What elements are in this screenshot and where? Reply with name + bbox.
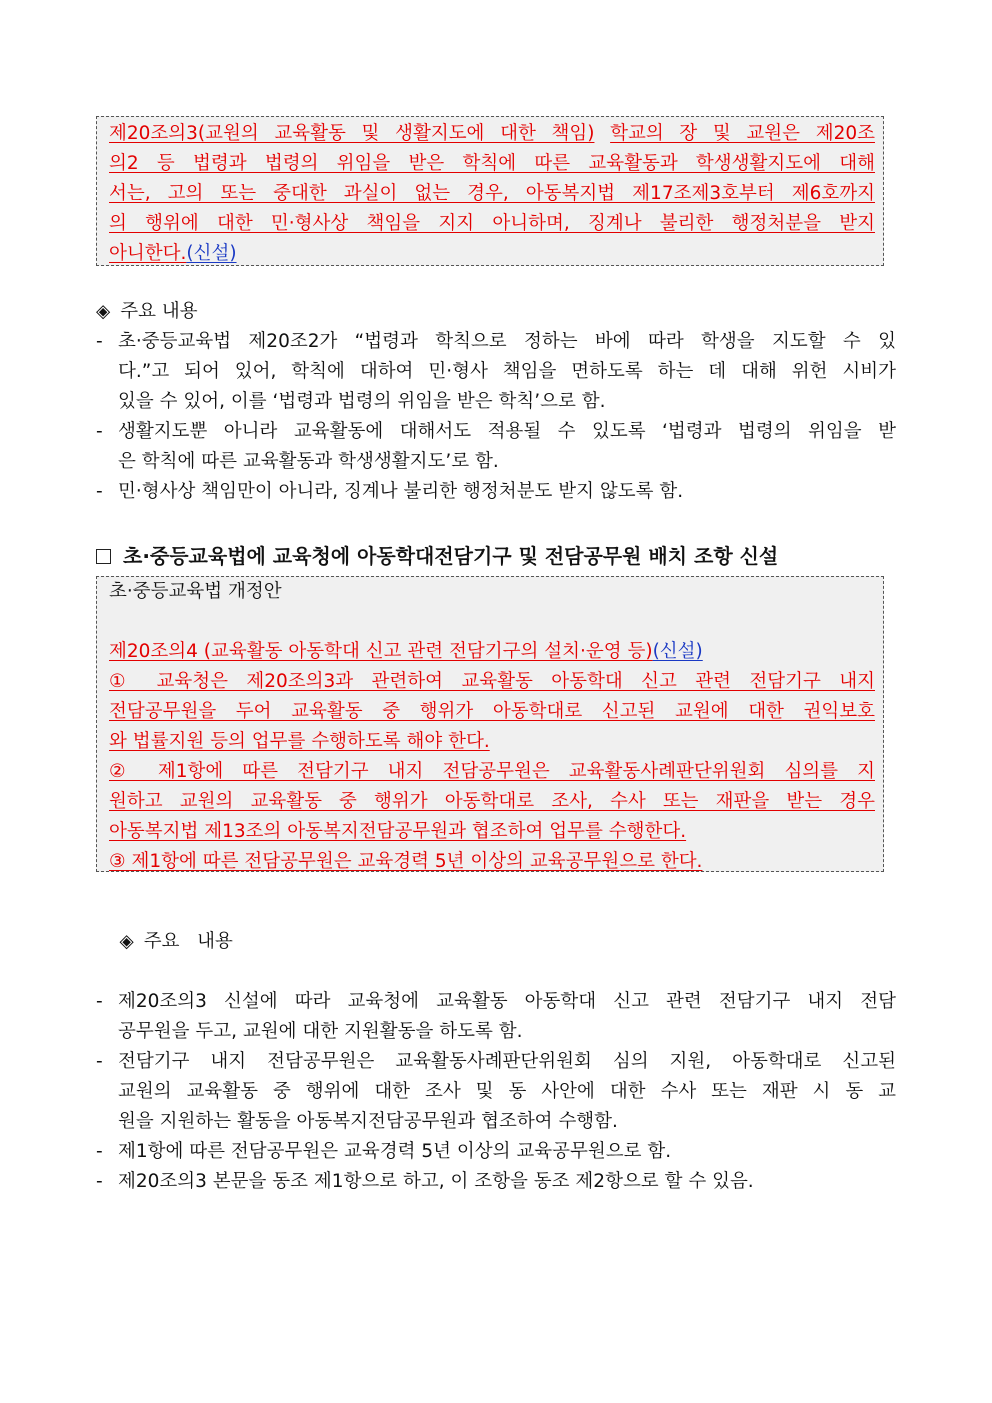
box2-line: 아동복지법 제13조의 아동복지전담공무원과 협조하여 업무를 수행한다. (109, 821, 687, 842)
box1-line-2: 의2 등 법령과 법령의 위임을 받은 학칙에 따른 교육활동과 학생생활지도에 대해 (109, 153, 875, 174)
diamond-bullet-icon: ◈ (96, 301, 111, 322)
section-title: 초·중등교육법에 교육청에 아동학대전담기구 및 전담공무원 배치 조항 신설 (96, 541, 778, 571)
box2-line: ① 교육청은 제20조의3과 관련하여 교육활동 아동학대 신고 관련 전담기구 내지 (109, 671, 875, 692)
summary2-item: - 제20조의3 본문을 동조 제1항으로 하고, 이 조항을 동조 제2항으로 할 수 있음. (96, 1171, 754, 1192)
box1-line-1: 제20조의3(교원의 교육활동 및 생활지도에 대한 책임) 학교의 장 및 교원은 제20조 (109, 123, 875, 144)
box2-label: 초·중등교육법 개정안 (109, 581, 282, 602)
diamond-bullet-icon: ◈ (119, 931, 134, 952)
summary2-item: - 전담기구 내지 전담공무원은 교육활동사례판단위원회 심의 지원, 아동학대로 신고된 교원의 교육활동 중 행위에 대한 조사 및 동 사안에 대한 수사 또는 재판 시 동 교 원을 지원하는 활동을 아동복지전담공무원과 협조하여 수행함. (96, 1051, 896, 1132)
box2-article-title: 제20조의4 (교육활동 아동학대 신고 관련 전담기구의 설치·운영 등)(신설) (109, 641, 703, 662)
summary2-item: - 제20조의3 신설에 따라 교육청에 교육활동 아동학대 신고 관련 전담기구 내지 전담 공무원을 두고, 교원에 대한 지원활동을 하도록 함. (96, 991, 896, 1042)
box2-line: ② 제1항에 따른 전담기구 내지 전담공무원은 교육활동사례판단위원회 심의를 지 (109, 761, 875, 782)
box1-line-5: 아니한다.(신설) (109, 243, 237, 264)
box2-line: ③ 제1항에 따른 전담공무원은 교육경력 5년 이상의 교육공무원으로 한다. (109, 851, 703, 872)
new-provision-tag: (신설) (186, 243, 237, 264)
box2-line: 원하고 교원의 교육활동 중 행위가 아동학대로 조사, 수사 또는 재판을 받는 경우 (109, 791, 875, 812)
summary-heading-2: ◈ 주요 내용 (96, 897, 896, 987)
summary1-item: - 생활지도뿐 아니라 교육활동에 대해서도 적용될 수 있도록 ‘법령과 법령의 위임을 받 은 학칙에 따른 교육활동과 학생생활지도’로 함. (96, 421, 896, 472)
summary1-item: - 민·형사상 책임만이 아니라, 징계나 불리한 행정처분도 받지 않도록 함. (96, 481, 684, 502)
summary1-item: - 초·중등교육법 제20조2가 “법령과 학칙으로 정하는 바에 따라 학생을 지도할 수 있 다.”고 되어 있어, 학칙에 대하여 민·형사 책임을 면하도록 하는 데 대해 위헌 시비가 있을 수 있어, 이를 ‘법령과 법령의 위임을 받은 학칙’으로 함. (96, 331, 896, 412)
summary-section-1 (96, 297, 896, 507)
new-provision-tag: (신설) (652, 641, 703, 662)
box2-line: 와 법률지원 등의 업무를 수행하도록 해야 한다. (109, 731, 490, 752)
box1-line-4: 의 행위에 대한 민·형사상 책임을 지지 아니하며, 징계나 불리한 행정처분을 받지 (109, 213, 875, 234)
summary-section-2 (96, 897, 896, 1197)
amendment-box-article-20-3 (96, 116, 884, 266)
box1-line-3: 서는, 고의 또는 중대한 과실이 없는 경우, 아동복지법 제17조제3호부터 제6호까지 (109, 183, 875, 204)
checkbox-square-icon (96, 549, 111, 564)
summary-heading-1: ◈ 주요 내용 (96, 297, 896, 327)
summary2-item: - 제1항에 따른 전담공무원은 교육경력 5년 이상의 교육공무원으로 함. (96, 1141, 672, 1162)
box2-line: 전담공무원을 두어 교육활동 중 행위가 아동학대로 신고된 교원에 대한 권익보호 (109, 701, 875, 722)
amendment-box-article-20-4 (96, 576, 884, 872)
